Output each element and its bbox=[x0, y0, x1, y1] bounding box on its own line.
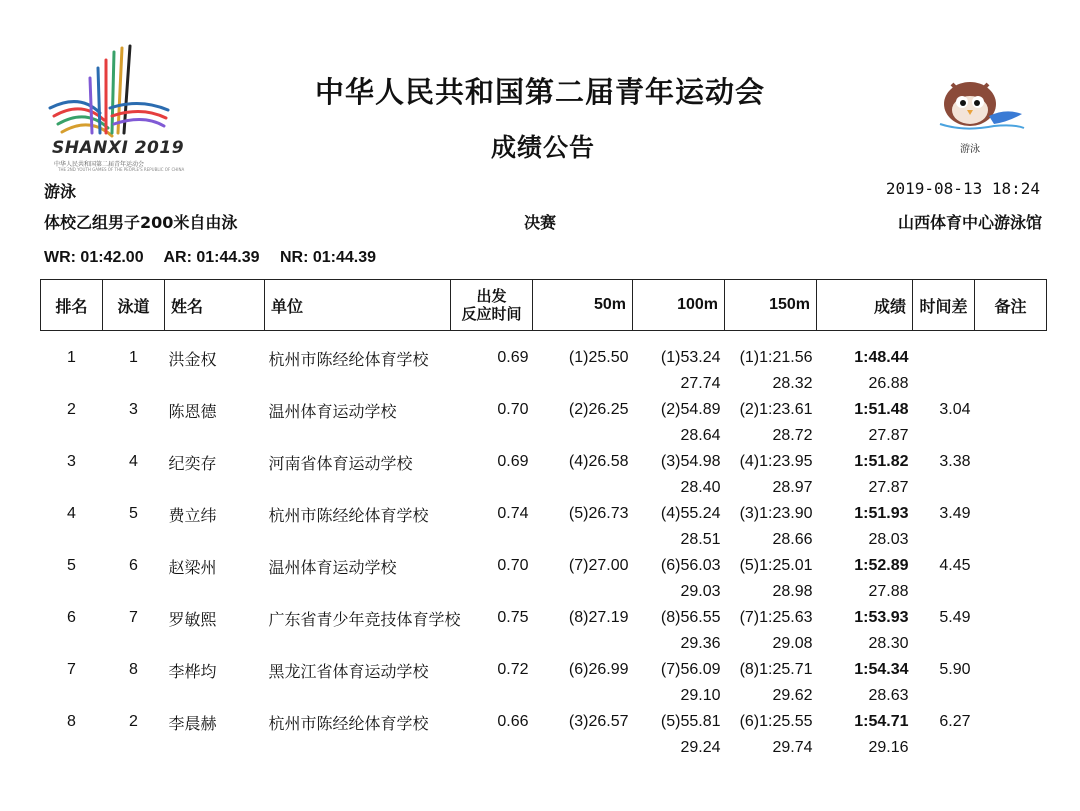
split-50-cell: (1)25.50 bbox=[568, 349, 629, 366]
lap-150-cell: 28.32 bbox=[772, 375, 813, 392]
col-reaction-line2: 反应时间 bbox=[461, 305, 522, 323]
lap-200-cell: 27.87 bbox=[868, 479, 909, 496]
lane-cell: 6 bbox=[129, 557, 138, 574]
page-title: 中华人民共和国第二届青年运动会 bbox=[314, 75, 765, 109]
table-row bbox=[41, 605, 1047, 631]
table-spacer bbox=[41, 331, 1047, 346]
table-row bbox=[41, 657, 1047, 683]
split-50-cell: (7)27.00 bbox=[568, 557, 629, 574]
note-cell bbox=[975, 709, 1047, 735]
results-table bbox=[40, 279, 1047, 761]
lap-100-cell: 28.64 bbox=[680, 427, 721, 444]
result-cell: 1:52.89 bbox=[854, 557, 909, 574]
reaction-cell: 0.69 bbox=[497, 453, 529, 470]
rank-cell: 2 bbox=[67, 401, 76, 418]
event-name: 体校乙组男子200米自由泳 bbox=[44, 213, 238, 232]
lane-cell: 4 bbox=[129, 453, 138, 470]
diff-cell: 4.45 bbox=[939, 557, 971, 574]
split-100-cell: (4)55.24 bbox=[660, 505, 721, 522]
table-row bbox=[41, 501, 1047, 527]
col-lane: 泳道 bbox=[103, 280, 165, 331]
note-cell bbox=[975, 449, 1047, 475]
col-split-100: 100m bbox=[633, 280, 725, 331]
lap-row bbox=[41, 371, 1047, 397]
unit-cell: 温州体育运动学校 bbox=[268, 401, 397, 421]
rank-cell: 8 bbox=[67, 713, 76, 730]
diff-cell: 3.04 bbox=[939, 401, 971, 418]
lap-200-cell: 27.87 bbox=[868, 427, 909, 444]
reaction-cell: 0.70 bbox=[497, 401, 529, 418]
lap-row bbox=[41, 423, 1047, 449]
lap-100-cell: 29.36 bbox=[680, 635, 721, 652]
col-reaction bbox=[451, 280, 533, 331]
split-100-cell: (8)56.55 bbox=[660, 609, 721, 626]
unit-cell: 温州体育运动学校 bbox=[268, 557, 397, 577]
lane-cell: 5 bbox=[129, 505, 138, 522]
athlete-name-cell: 纪奕存 bbox=[168, 453, 217, 473]
event-phase: 决赛 bbox=[524, 213, 557, 232]
lap-150-cell: 28.98 bbox=[772, 583, 813, 600]
athlete-name-cell: 罗敏熙 bbox=[168, 609, 217, 629]
split-100-cell: (6)56.03 bbox=[660, 557, 721, 574]
reaction-cell: 0.72 bbox=[497, 661, 529, 678]
split-150-cell: (8)1:25.71 bbox=[739, 661, 813, 678]
split-50-cell: (2)26.25 bbox=[568, 401, 629, 418]
records-line bbox=[44, 249, 392, 267]
rank-cell: 7 bbox=[67, 661, 76, 678]
note-cell bbox=[975, 553, 1047, 579]
unit-cell: 杭州市陈经纶体育学校 bbox=[268, 713, 429, 733]
lane-cell: 1 bbox=[129, 349, 138, 366]
lap-100-cell: 29.10 bbox=[680, 687, 721, 704]
unit-cell: 黑龙江省体育运动学校 bbox=[268, 661, 429, 681]
result-cell: 1:51.82 bbox=[854, 453, 909, 470]
table-row bbox=[41, 449, 1047, 475]
result-cell: 1:54.71 bbox=[854, 713, 909, 730]
table-row bbox=[41, 709, 1047, 735]
split-100-cell: (2)54.89 bbox=[660, 401, 721, 418]
reaction-cell: 0.70 bbox=[497, 557, 529, 574]
venue-name: 山西体育中心游泳馆 bbox=[897, 213, 1042, 232]
lap-150-cell: 28.97 bbox=[772, 479, 813, 496]
split-150-cell: (6)1:25.55 bbox=[739, 713, 813, 730]
col-note: 备注 bbox=[975, 280, 1047, 331]
lap-row bbox=[41, 527, 1047, 553]
split-50-cell: (6)26.99 bbox=[568, 661, 629, 678]
note-cell bbox=[975, 657, 1047, 683]
lap-150-cell: 29.74 bbox=[772, 739, 813, 756]
athlete-name-cell: 洪金权 bbox=[168, 349, 217, 369]
split-150-cell: (7)1:25.63 bbox=[739, 609, 813, 626]
logo-title: SHANXI 2019 bbox=[52, 138, 185, 158]
mascot-label: 游泳 bbox=[960, 144, 980, 155]
lap-150-cell: 28.72 bbox=[772, 427, 813, 444]
split-50-cell: (5)26.73 bbox=[568, 505, 629, 522]
col-split-50: 50m bbox=[533, 280, 633, 331]
split-150-cell: (2)1:23.61 bbox=[739, 401, 813, 418]
split-100-cell: (1)53.24 bbox=[660, 349, 721, 366]
col-rank: 排名 bbox=[41, 280, 103, 331]
diff-cell: 5.49 bbox=[939, 609, 971, 626]
unit-cell: 河南省体育运动学校 bbox=[268, 453, 413, 473]
col-split-150: 150m bbox=[725, 280, 817, 331]
table-row bbox=[41, 397, 1047, 423]
reaction-cell: 0.69 bbox=[497, 349, 529, 366]
split-100-cell: (3)54.98 bbox=[660, 453, 721, 470]
lap-150-cell: 29.08 bbox=[772, 635, 813, 652]
lap-100-cell: 27.74 bbox=[680, 375, 721, 392]
diff-cell: 3.38 bbox=[939, 453, 971, 470]
lap-row bbox=[41, 631, 1047, 657]
note-cell bbox=[975, 501, 1047, 527]
mascot-icon bbox=[934, 66, 1026, 136]
lap-100-cell: 28.51 bbox=[680, 531, 721, 548]
athlete-name-cell: 费立纬 bbox=[168, 505, 217, 525]
result-cell: 1:51.93 bbox=[854, 505, 909, 522]
split-150-cell: (5)1:25.01 bbox=[739, 557, 813, 574]
report-datetime: 2019-08-13 18:24 bbox=[885, 179, 1040, 198]
lap-100-cell: 29.03 bbox=[680, 583, 721, 600]
reaction-cell: 0.74 bbox=[497, 505, 529, 522]
col-result: 成绩 bbox=[817, 280, 913, 331]
lap-100-cell: 28.40 bbox=[680, 479, 721, 496]
world-record: WR: 01:42.00 bbox=[44, 249, 144, 266]
athlete-name-cell: 李桦均 bbox=[168, 661, 217, 681]
split-150-cell: (3)1:23.90 bbox=[739, 505, 813, 522]
lane-cell: 2 bbox=[129, 713, 138, 730]
lap-200-cell: 28.03 bbox=[868, 531, 909, 548]
lap-200-cell: 28.63 bbox=[868, 687, 909, 704]
logo-subtitle: 中华人民共和国第二届青年运动会 bbox=[54, 161, 145, 168]
split-50-cell: (8)27.19 bbox=[568, 609, 629, 626]
lap-row bbox=[41, 735, 1047, 761]
unit-cell: 杭州市陈经纶体育学校 bbox=[268, 349, 429, 369]
lap-150-cell: 29.62 bbox=[772, 687, 813, 704]
lane-cell: 7 bbox=[129, 609, 138, 626]
logo-tagline: THE 2ND YOUTH GAMES OF THE PEOPLE'S REPUBLIC OF CHINA bbox=[58, 167, 185, 172]
athlete-name-cell: 陈恩德 bbox=[168, 401, 217, 421]
lane-cell: 3 bbox=[129, 401, 138, 418]
split-100-cell: (7)56.09 bbox=[660, 661, 721, 678]
reaction-cell: 0.66 bbox=[497, 713, 529, 730]
col-name: 姓名 bbox=[165, 280, 265, 331]
note-cell bbox=[975, 345, 1047, 371]
note-cell bbox=[975, 605, 1047, 631]
rank-cell: 1 bbox=[67, 349, 76, 366]
unit-cell: 广东省青少年竞技体育学校 bbox=[268, 609, 461, 629]
col-unit: 单位 bbox=[265, 280, 451, 331]
national-record: NR: 01:44.39 bbox=[279, 249, 376, 266]
diff-cell: 3.49 bbox=[939, 505, 971, 522]
result-cell: 1:48.44 bbox=[854, 349, 909, 366]
table-row bbox=[41, 345, 1047, 371]
athlete-name-cell: 赵梁州 bbox=[168, 557, 217, 577]
lap-200-cell: 27.88 bbox=[868, 583, 909, 600]
result-cell: 1:51.48 bbox=[854, 401, 909, 418]
lap-row bbox=[41, 683, 1047, 709]
diff-cell bbox=[913, 345, 975, 371]
lane-cell: 8 bbox=[129, 661, 138, 678]
col-reaction-line1: 出发 bbox=[476, 287, 507, 305]
rank-cell: 5 bbox=[67, 557, 76, 574]
athlete-name-cell: 李晨赫 bbox=[168, 713, 217, 733]
page-subtitle: 成绩公告 bbox=[490, 133, 595, 162]
result-cell: 1:53.93 bbox=[854, 609, 909, 626]
reaction-cell: 0.75 bbox=[497, 609, 529, 626]
rank-cell: 3 bbox=[67, 453, 76, 470]
split-150-cell: (1)1:21.56 bbox=[739, 349, 813, 366]
split-50-cell: (3)26.57 bbox=[568, 713, 629, 730]
split-150-cell: (4)1:23.95 bbox=[739, 453, 813, 470]
note-cell bbox=[975, 397, 1047, 423]
result-cell: 1:54.34 bbox=[854, 661, 909, 678]
lap-150-cell: 28.66 bbox=[772, 531, 813, 548]
lap-200-cell: 28.30 bbox=[868, 635, 909, 652]
split-100-cell: (5)55.81 bbox=[660, 713, 721, 730]
lap-100-cell: 29.24 bbox=[680, 739, 721, 756]
asian-record: AR: 01:44.39 bbox=[163, 249, 260, 266]
rank-cell: 6 bbox=[67, 609, 76, 626]
table-row bbox=[41, 553, 1047, 579]
diff-cell: 5.90 bbox=[939, 661, 971, 678]
diff-cell: 6.27 bbox=[939, 713, 971, 730]
col-diff: 时间差 bbox=[913, 280, 975, 331]
lap-row bbox=[41, 475, 1047, 501]
sport-name: 游泳 bbox=[44, 182, 77, 201]
lap-200-cell: 29.16 bbox=[868, 739, 909, 756]
unit-cell: 杭州市陈经纶体育学校 bbox=[268, 505, 429, 525]
rank-cell: 4 bbox=[67, 505, 76, 522]
table-header-row bbox=[41, 280, 1047, 331]
lap-row bbox=[41, 579, 1047, 605]
lap-200-cell: 26.88 bbox=[868, 375, 909, 392]
split-50-cell: (4)26.58 bbox=[568, 453, 629, 470]
